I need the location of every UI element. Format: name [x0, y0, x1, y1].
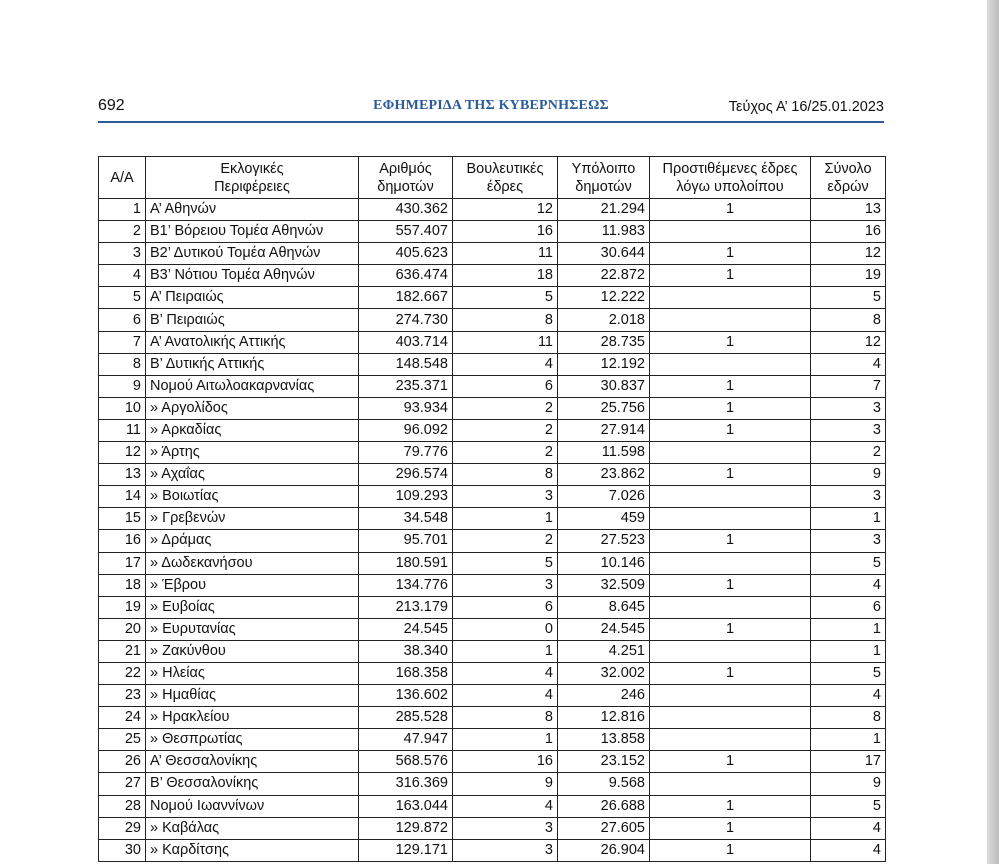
table-row [99, 331, 886, 353]
remainder-count: 12.192 [558, 353, 650, 375]
added-seats: 1 [650, 265, 811, 287]
page-number: 692 [98, 97, 125, 114]
added-seats: 1 [650, 795, 811, 817]
table-row [99, 221, 886, 243]
table-row [99, 419, 886, 441]
citizens-count: 134.776 [359, 574, 453, 596]
page-edge [987, 0, 999, 864]
seats-count: 4 [453, 795, 558, 817]
added-seats [650, 685, 811, 707]
citizens-count: 109.293 [359, 486, 453, 508]
table-row [99, 265, 886, 287]
table-row [99, 309, 886, 331]
seats-count: 4 [453, 662, 558, 684]
issue-reference: Τεύχος Α’ 16/25.01.2023 [728, 99, 884, 115]
row-number: 11 [99, 419, 146, 441]
row-number: 7 [99, 331, 146, 353]
total-seats: 3 [811, 486, 886, 508]
region-name: » Ηλείας [146, 662, 359, 684]
row-number: 12 [99, 442, 146, 464]
remainder-count: 12.816 [558, 707, 650, 729]
region-name: » Αρκαδίας [146, 419, 359, 441]
total-seats: 1 [811, 729, 886, 751]
added-seats [650, 486, 811, 508]
seats-count: 8 [453, 707, 558, 729]
seats-count: 2 [453, 442, 558, 464]
region-name: » Καρδίτσης [146, 839, 359, 861]
region-name: Β’ Θεσσαλονίκης [146, 773, 359, 795]
total-seats: 7 [811, 375, 886, 397]
table-row [99, 707, 886, 729]
region-name: Α’ Αθηνών [146, 199, 359, 221]
seats-count: 3 [453, 817, 558, 839]
remainder-count: 11.598 [558, 442, 650, 464]
remainder-count: 11.983 [558, 221, 650, 243]
total-seats: 4 [811, 685, 886, 707]
region-name: » Ευρυτανίας [146, 618, 359, 640]
remainder-count: 7.026 [558, 486, 650, 508]
row-number: 23 [99, 685, 146, 707]
remainder-count: 27.605 [558, 817, 650, 839]
seats-count: 1 [453, 729, 558, 751]
seats-count: 5 [453, 287, 558, 309]
total-seats: 5 [811, 552, 886, 574]
table-row [99, 199, 886, 221]
table-row [99, 640, 886, 662]
remainder-count: 13.858 [558, 729, 650, 751]
remainder-count: 27.523 [558, 530, 650, 552]
seats-count: 2 [453, 419, 558, 441]
citizens-count: 47.947 [359, 729, 453, 751]
remainder-count: 22.872 [558, 265, 650, 287]
row-number: 6 [99, 309, 146, 331]
added-seats: 1 [650, 751, 811, 773]
citizens-count: 38.340 [359, 640, 453, 662]
added-seats: 1 [650, 817, 811, 839]
table-row [99, 552, 886, 574]
total-seats: 8 [811, 309, 886, 331]
remainder-count: 32.002 [558, 662, 650, 684]
citizens-count: 636.474 [359, 265, 453, 287]
region-name: Β’ Δυτικής Αττικής [146, 353, 359, 375]
table-row [99, 486, 886, 508]
total-seats: 9 [811, 773, 886, 795]
table-row [99, 508, 886, 530]
citizens-count: 235.371 [359, 375, 453, 397]
added-seats: 1 [650, 419, 811, 441]
remainder-count: 25.756 [558, 397, 650, 419]
added-seats [650, 707, 811, 729]
seats-count: 1 [453, 508, 558, 530]
citizens-count: 557.407 [359, 221, 453, 243]
row-number: 19 [99, 596, 146, 618]
remainder-count: 30.644 [558, 243, 650, 265]
region-name: Α’ Θεσσαλονίκης [146, 751, 359, 773]
added-seats: 1 [650, 530, 811, 552]
citizens-count: 129.171 [359, 839, 453, 861]
remainder-count: 21.294 [558, 199, 650, 221]
region-name: Β3’ Νότιου Τομέα Αθηνών [146, 265, 359, 287]
citizens-count: 163.044 [359, 795, 453, 817]
table-row [99, 685, 886, 707]
table-row [99, 442, 886, 464]
gazette-title: ΕΦΗΜΕΡΙΔΑ ΤΗΣ ΚΥΒΕΡΝΗΣΕΩΣ [373, 98, 609, 113]
col-header-aa: Α/Α [99, 157, 146, 199]
row-number: 24 [99, 707, 146, 729]
table-row [99, 530, 886, 552]
seats-count: 3 [453, 839, 558, 861]
added-seats: 1 [650, 331, 811, 353]
remainder-count: 23.862 [558, 464, 650, 486]
region-name: » Θεσπρωτίας [146, 729, 359, 751]
table-row [99, 596, 886, 618]
added-seats [650, 309, 811, 331]
table-row [99, 243, 886, 265]
remainder-count: 8.645 [558, 596, 650, 618]
citizens-count: 285.528 [359, 707, 453, 729]
region-name: » Αργολίδος [146, 397, 359, 419]
remainder-count: 26.904 [558, 839, 650, 861]
col-header-total-seats: Σύνολο εδρών [811, 157, 886, 199]
col-header-remainder: Υπόλοιπο δημοτών [558, 157, 650, 199]
total-seats: 4 [811, 574, 886, 596]
row-number: 15 [99, 508, 146, 530]
row-number: 29 [99, 817, 146, 839]
row-number: 9 [99, 375, 146, 397]
seats-count: 1 [453, 640, 558, 662]
total-seats: 5 [811, 662, 886, 684]
remainder-count: 30.837 [558, 375, 650, 397]
seats-count: 0 [453, 618, 558, 640]
remainder-count: 12.222 [558, 287, 650, 309]
row-number: 27 [99, 773, 146, 795]
citizens-count: 405.623 [359, 243, 453, 265]
region-name: Α’ Πειραιώς [146, 287, 359, 309]
table-row [99, 375, 886, 397]
table-row [99, 795, 886, 817]
remainder-count: 459 [558, 508, 650, 530]
total-seats: 2 [811, 442, 886, 464]
added-seats: 1 [650, 839, 811, 861]
total-seats: 16 [811, 221, 886, 243]
added-seats: 1 [650, 464, 811, 486]
row-number: 2 [99, 221, 146, 243]
total-seats: 19 [811, 265, 886, 287]
added-seats [650, 442, 811, 464]
added-seats: 1 [650, 199, 811, 221]
remainder-count: 26.688 [558, 795, 650, 817]
citizens-count: 274.730 [359, 309, 453, 331]
row-number: 16 [99, 530, 146, 552]
citizens-count: 24.545 [359, 618, 453, 640]
citizens-count: 316.369 [359, 773, 453, 795]
total-seats: 4 [811, 353, 886, 375]
seats-count: 4 [453, 353, 558, 375]
remainder-count: 24.545 [558, 618, 650, 640]
table-row [99, 618, 886, 640]
added-seats: 1 [650, 375, 811, 397]
table-body [99, 199, 886, 862]
remainder-count: 28.735 [558, 331, 650, 353]
added-seats [650, 508, 811, 530]
total-seats: 3 [811, 397, 886, 419]
added-seats: 1 [650, 618, 811, 640]
added-seats [650, 353, 811, 375]
row-number: 5 [99, 287, 146, 309]
seats-count: 6 [453, 596, 558, 618]
table-row [99, 839, 886, 861]
region-name: » Ημαθίας [146, 685, 359, 707]
table-row [99, 287, 886, 309]
remainder-count: 4.251 [558, 640, 650, 662]
seats-count: 5 [453, 552, 558, 574]
citizens-count: 93.934 [359, 397, 453, 419]
added-seats: 1 [650, 574, 811, 596]
citizens-count: 129.872 [359, 817, 453, 839]
seats-count: 3 [453, 486, 558, 508]
table-row [99, 751, 886, 773]
total-seats: 8 [811, 707, 886, 729]
remainder-count: 2.018 [558, 309, 650, 331]
added-seats [650, 596, 811, 618]
added-seats [650, 221, 811, 243]
citizens-count: 136.602 [359, 685, 453, 707]
region-name: » Δράμας [146, 530, 359, 552]
row-number: 8 [99, 353, 146, 375]
col-header-seats: Βουλευτικές έδρες [453, 157, 558, 199]
region-name: » Ευβοίας [146, 596, 359, 618]
row-number: 1 [99, 199, 146, 221]
remainder-count: 23.152 [558, 751, 650, 773]
citizens-count: 213.179 [359, 596, 453, 618]
table-row [99, 574, 886, 596]
citizens-count: 568.576 [359, 751, 453, 773]
added-seats [650, 640, 811, 662]
row-number: 21 [99, 640, 146, 662]
row-number: 20 [99, 618, 146, 640]
region-name: Νομού Ιωαννίνων [146, 795, 359, 817]
total-seats: 1 [811, 618, 886, 640]
row-number: 4 [99, 265, 146, 287]
seats-count: 2 [453, 397, 558, 419]
table-header-row [99, 157, 886, 199]
total-seats: 9 [811, 464, 886, 486]
seats-count: 4 [453, 685, 558, 707]
row-number: 26 [99, 751, 146, 773]
total-seats: 3 [811, 530, 886, 552]
remainder-count: 9.568 [558, 773, 650, 795]
seats-count: 12 [453, 199, 558, 221]
row-number: 25 [99, 729, 146, 751]
region-name: Νομού Αιτωλοακαρνανίας [146, 375, 359, 397]
region-name: » Έβρου [146, 574, 359, 596]
added-seats [650, 287, 811, 309]
region-name: » Άρτης [146, 442, 359, 464]
seats-count: 3 [453, 574, 558, 596]
region-name: Β’ Πειραιώς [146, 309, 359, 331]
total-seats: 12 [811, 331, 886, 353]
seats-count: 18 [453, 265, 558, 287]
citizens-count: 296.574 [359, 464, 453, 486]
seats-table [98, 156, 886, 862]
citizens-count: 182.667 [359, 287, 453, 309]
seats-count: 11 [453, 243, 558, 265]
seats-count: 8 [453, 309, 558, 331]
seats-count: 6 [453, 375, 558, 397]
citizens-count: 180.591 [359, 552, 453, 574]
table-row [99, 397, 886, 419]
seats-count: 16 [453, 221, 558, 243]
table-row [99, 353, 886, 375]
total-seats: 1 [811, 640, 886, 662]
col-header-added-seats: Προστιθέμενες έδρες λόγω υπολοίπου [650, 157, 811, 199]
region-name: » Καβάλας [146, 817, 359, 839]
region-name: » Γρεβενών [146, 508, 359, 530]
remainder-count: 27.914 [558, 419, 650, 441]
added-seats: 1 [650, 662, 811, 684]
total-seats: 1 [811, 508, 886, 530]
table-row [99, 773, 886, 795]
seats-count: 8 [453, 464, 558, 486]
total-seats: 6 [811, 596, 886, 618]
total-seats: 5 [811, 795, 886, 817]
row-number: 18 [99, 574, 146, 596]
row-number: 22 [99, 662, 146, 684]
seats-count: 2 [453, 530, 558, 552]
citizens-count: 96.092 [359, 419, 453, 441]
row-number: 14 [99, 486, 146, 508]
region-name: » Βοιωτίας [146, 486, 359, 508]
region-name: Α’ Ανατολικής Αττικής [146, 331, 359, 353]
citizens-count: 168.358 [359, 662, 453, 684]
table-row [99, 662, 886, 684]
added-seats [650, 729, 811, 751]
seats-count: 11 [453, 331, 558, 353]
added-seats: 1 [650, 397, 811, 419]
row-number: 30 [99, 839, 146, 861]
added-seats [650, 773, 811, 795]
citizens-count: 148.548 [359, 353, 453, 375]
col-header-citizens: Αριθμός δημοτών [359, 157, 453, 199]
total-seats: 13 [811, 199, 886, 221]
region-name: » Ηρακλείου [146, 707, 359, 729]
region-name: Β2’ Δυτικού Τομέα Αθηνών [146, 243, 359, 265]
seats-count: 9 [453, 773, 558, 795]
total-seats: 3 [811, 419, 886, 441]
table-row [99, 464, 886, 486]
col-header-region: Εκλογικές Περιφέρειες [146, 157, 359, 199]
page-header [98, 97, 884, 123]
citizens-count: 95.701 [359, 530, 453, 552]
total-seats: 12 [811, 243, 886, 265]
citizens-count: 34.548 [359, 508, 453, 530]
region-name: » Δωδεκανήσου [146, 552, 359, 574]
added-seats: 1 [650, 243, 811, 265]
row-number: 3 [99, 243, 146, 265]
total-seats: 5 [811, 287, 886, 309]
remainder-count: 246 [558, 685, 650, 707]
total-seats: 17 [811, 751, 886, 773]
row-number: 13 [99, 464, 146, 486]
region-name: » Αχαΐας [146, 464, 359, 486]
citizens-count: 79.776 [359, 442, 453, 464]
row-number: 10 [99, 397, 146, 419]
table-row [99, 729, 886, 751]
remainder-count: 32.509 [558, 574, 650, 596]
seats-count: 16 [453, 751, 558, 773]
row-number: 17 [99, 552, 146, 574]
row-number: 28 [99, 795, 146, 817]
region-name: Β1’ Βόρειου Τομέα Αθηνών [146, 221, 359, 243]
citizens-count: 403.714 [359, 331, 453, 353]
citizens-count: 430.362 [359, 199, 453, 221]
table-row [99, 817, 886, 839]
added-seats [650, 552, 811, 574]
region-name: » Ζακύνθου [146, 640, 359, 662]
total-seats: 4 [811, 839, 886, 861]
total-seats: 4 [811, 817, 886, 839]
remainder-count: 10.146 [558, 552, 650, 574]
